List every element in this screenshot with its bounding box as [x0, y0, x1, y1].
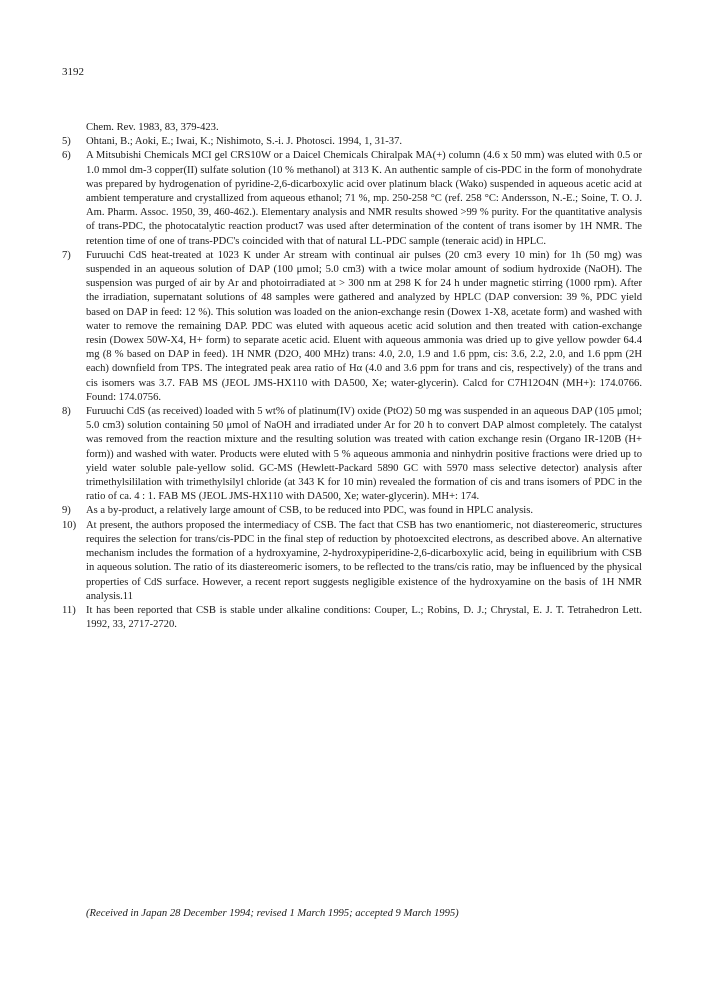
reference-text: Furuuchi CdS heat-treated at 1023 K under Ar stream with continual air pulses (20 cm3 every 10 min) for 1h (50 mg) was suspended in an aqueous solution of DAP (100 μmol; 5.0 cm3) with a twice molar amount of sodium hydroxide (NaOH). The suspension was purged of air by Ar and photoirradiated at > 300 nm at 298 K for 24 h under magnetic stirring (1000 rpm). After the irradiation, supernatant solutions of 48 samples were gathered and analyzed by HPLC (DAP conversion: 39 %, PDC yield based on DAP in feed: 12 %). This solution was loaded on the anion-exchange resin (Dowex 1-X8, acetate form) and washed with water to remove the remaining DAP. PDC was eluted with aqueous acetic acid solution and then treated with cation-exchange resin (Dowex 50W-X4, H+ form) to separate acetic acid. Eluent with aqueous ammonia was dried up to give yellow powder 64.4 mg (8 % based on DAP in feed). 1H NMR (D2O, 400 MHz) trans: 4.0, 2.0, 1.9 and 1.6 ppm, cis: 3.6, 2.2, 2.0, and 1.6 ppm (2H each) downfield from TPS. The integrated peak area ratio of Hα (4.0 and 3.6 ppm for trans and cis, respectively) of the trans and cis isomers was 3.7. FAB MS (JEOL JMS-HX110 with DA500, Xe; water-glycerin). Calcd for C7H12O4N (MH+): 174.0766. Found: 174.0756. [86, 249, 642, 403]
received-dates-note: (Received in Japan 28 December 1994; revised 1 March 1995; accepted 9 March 1995) [86, 908, 459, 919]
reference-item [62, 149, 642, 248]
reference-item [62, 135, 642, 149]
page-number: 3192 [62, 66, 84, 78]
reference-text: It has been reported that CSB is stable under alkaline conditions: Couper, L.; Robins, D. J.; Chrystal, E. J. T. Tetrahedron Lett. 1992, 33, 2717-2720. [86, 604, 642, 631]
reference-text: As a by-product, a relatively large amount of CSB, to be reduced into PDC, was found in HPLC analysis. [86, 505, 534, 517]
reference-item [62, 504, 642, 518]
reference-text: A Mitsubishi Chemicals MCI gel CRS10W or a Daicel Chemicals Chiralpak MA(+) column (4.6 x 50 mm) was eluted with 0.5 or 1.0 mmol dm-3 copper(II) sulfate solution (10 % methanol) at 313 K. An authentic sample of cis-PDC in the form of monohydrate was prepared by hydrogenation of pyridine-2,6-dicarboxylic acid over platinum black (Wako) suspended in aqueous acetic acid at ambient temperature and crystallized from aqueous ethanol; 71 %, mp. 250-258 °C (ref. 258 °C: Andersson, N.-E.; Soine, T. O. J. Am. Pharm. Assoc. 1950, 39, 460-462.). Elementary analysis and NMR results showed >99 % purity. For the quantitative analysis of trans-PDC, the photocatalytic reaction product7 was used after determination of the content of trans isomer by 1H NMR. The retention time of one of trans-PDC's coincided with that of natural LL-PDC sample (teneraic acid) in HPLC. [86, 150, 642, 247]
reference-number: 5) [62, 136, 71, 148]
reference-item [62, 405, 642, 504]
reference-number: 10) [62, 519, 77, 531]
reference-number: 9) [62, 505, 71, 517]
reference-number: 11) [62, 604, 76, 616]
reference-number: 6) [62, 150, 71, 162]
reference-text: At present, the authors proposed the intermediacy of CSB. The fact that CSB has two enantiomeric, not diastereomeric, structures requires the selection for trans/cis-PDC in the final step of reduction by photoexcited electrons, as described above. An alternative mechanism includes the formation of a hydroxyamine, 2-hydroxypiperidine-2,6-dicarboxylic acid, being in equilibrium with CSB in aqueous solution. The ratio of its diastereomeric isomers, to be reflected to the trans/cis ratio, may be influenced by the physical properties of CdS surface. However, a recent report suggests negligible existence of the hydroxyamine on the basis of 1H NMR analysis.11 [86, 519, 642, 602]
reference-number: 8) [62, 406, 71, 418]
reference-item [62, 519, 642, 604]
reference-item [62, 604, 642, 632]
reference-list [62, 121, 642, 632]
reference-item: Chem. Rev. 1983, 83, 379-423. [86, 122, 219, 133]
reference-text: Furuuchi CdS (as received) loaded with 5 wt% of platinum(IV) oxide (PtO2) 50 mg was suspended in an aqueous DAP (105 μmol; 5.0 cm3) solution containing 50 μmol of NaOH and irradiated under Ar for 20 h to convert DAP almost completely. The catalyst was removed from the reaction mixture and the resulting solution was treated with cation exchange resin (Organo IR-120B (H+ form)) and washed with water. Products were eluted with 5 % aqueous ammonia and ninhydrin positive fractions were dried up to yield water soluble pale-yellow solid. GC-MS (Hewlett-Packard 5890 GC with 5970 mass selective detector) analysis after trimethylsililation with trimethylsilyl chloride (at 343 K for 10 min) revealed the formation of cis and trans isomers of PDC in the ratio of ca. 4 : 1. FAB MS (JEOL JMS-HX110 with DA500, Xe; water-glycerin). MH+: 174. [86, 406, 642, 503]
reference-text: Ohtani, B.; Aoki, E.; Iwai, K.; Nishimoto, S.-i. J. Photosci. 1994, 1, 31-37. [86, 136, 403, 148]
reference-item [62, 249, 642, 405]
reference-number: 7) [62, 249, 71, 261]
